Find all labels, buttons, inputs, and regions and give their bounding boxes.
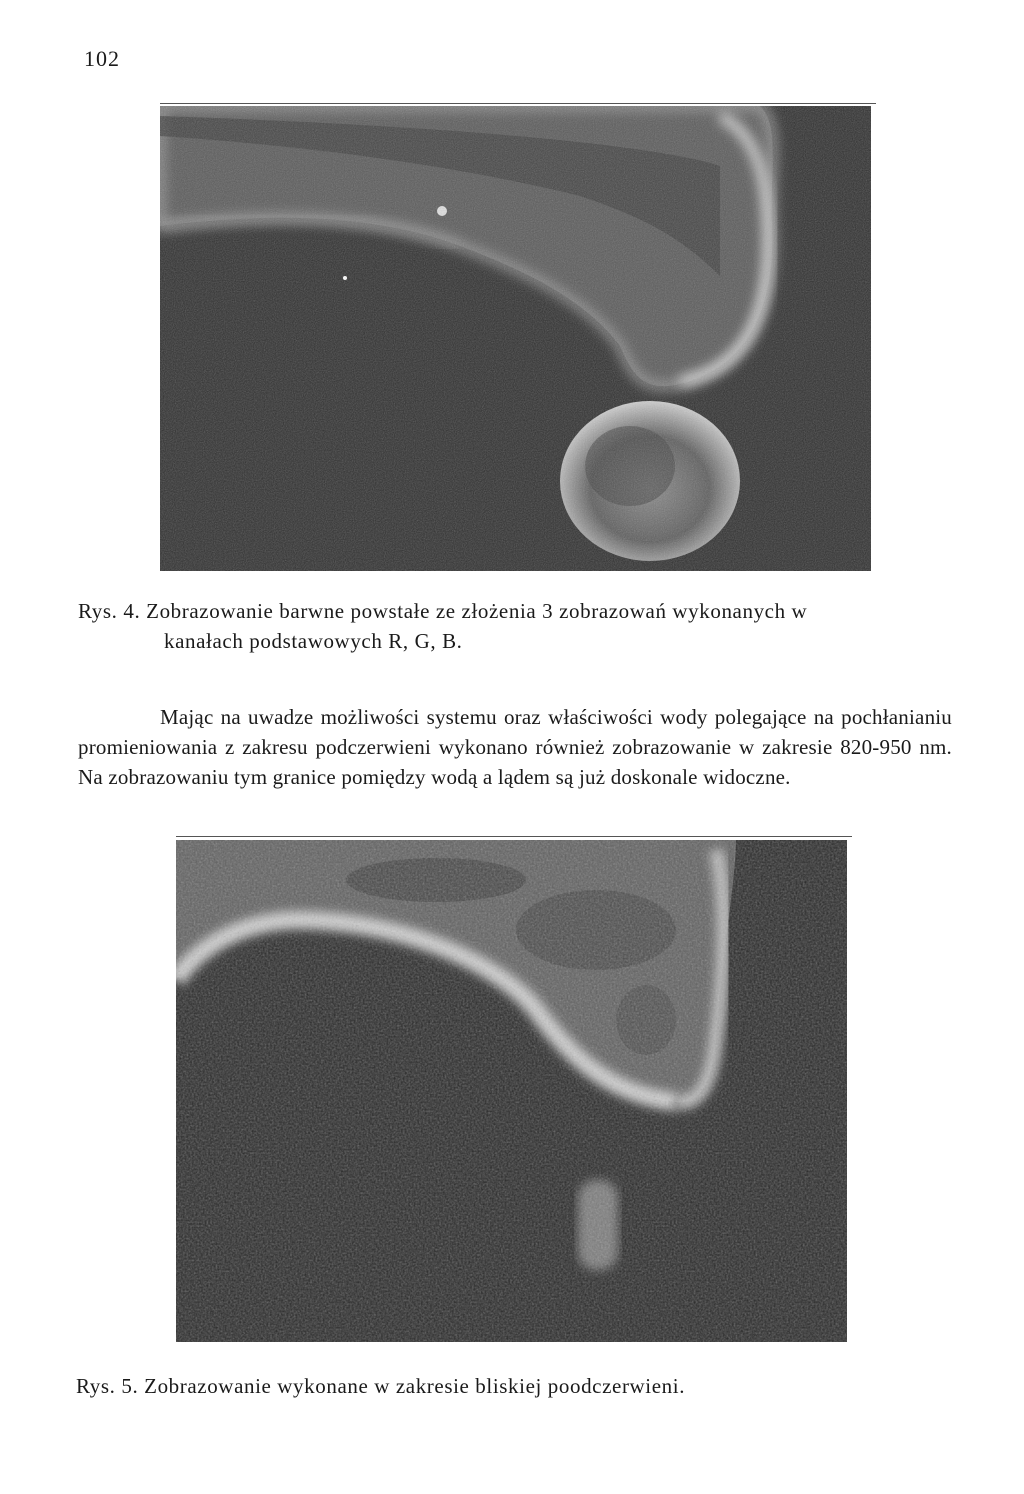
figure-5-satellite-image <box>176 840 847 1342</box>
body-paragraph <box>78 702 952 792</box>
page-number: 102 <box>84 46 120 71</box>
figure-4-caption <box>78 596 958 656</box>
figure-4-caption-line1: Zobrazowanie barwne powstałe ze złożenia 3 zobrazowań wykonanych w <box>146 599 808 623</box>
figure-5-top-rule <box>176 836 852 837</box>
body-paragraph-text: Mając na uwadze możliwości systemu oraz właściwości wody polegające na pochłanianiu promieniowania z zakresu podczerwieni wykonano również zobrazowanie w zakresie 820-950 nm. Na zobrazowaniu tym granice pomiędzy wodą a lądem są już doskonale widoczne. <box>78 705 952 789</box>
figure-4-caption-label: Rys. 4. <box>78 599 141 623</box>
figure-5-image <box>176 840 847 1342</box>
figure-4-caption-line2: kanałach podstawowych R, G, B. <box>164 629 463 653</box>
figure-4-satellite-image <box>160 106 871 571</box>
figure-4-top-rule <box>160 103 876 104</box>
figure-4-image <box>160 106 871 571</box>
figure-5-caption: Rys. 5. Zobrazowanie wykonane w zakresie bliskiej poodczerwieni. <box>76 1374 686 1398</box>
